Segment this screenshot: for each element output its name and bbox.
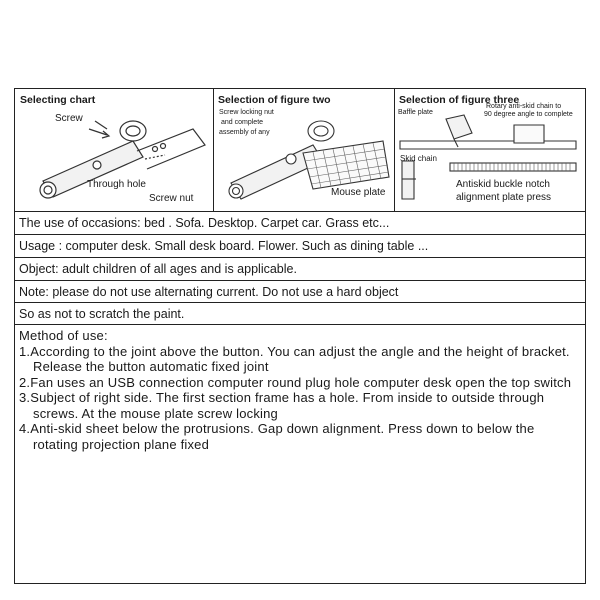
row-note: Note: please do not use alternating current. Do not use a hard object	[15, 281, 585, 303]
figure-title: Selecting chart	[20, 94, 96, 106]
method-item-4: 4.Anti-skid sheet below the protrusions. Gap down alignment. Press down to below the rotating projection plane fixed	[19, 421, 535, 452]
label-rotary-line1: Rotary anti-skid chain to	[486, 103, 562, 110]
figure-selecting-chart	[15, 89, 214, 211]
row-scratch: So as not to scratch the paint.	[15, 303, 585, 325]
row-usage: Usage : computer desk. Small desk board. Flower. Such as dining table ...	[15, 235, 585, 258]
label-rotary-line2: 90 degree angle to complete	[484, 111, 573, 118]
label-note-line1: Screw locking nut	[219, 109, 274, 116]
method-of-use	[15, 325, 585, 455]
label-screw-nut: Screw nut	[149, 193, 194, 204]
label-skid-chain: Skid chain	[400, 154, 437, 163]
label-mouse-plate: Mouse plate	[331, 187, 386, 198]
instruction-sheet	[14, 88, 586, 584]
method-item-2: 2.Fan uses an USB connection computer round plug hole computer desk open the top switch	[19, 374, 572, 390]
label-note-line2: and complete	[221, 119, 264, 126]
method-heading: Method of use:	[19, 328, 108, 343]
row-object: Object: adult children of all ages and is applicable.	[15, 258, 585, 281]
label-notch-line1: Antiskid buckle notch	[456, 179, 550, 190]
method-item-3: 3.Subject of right side. The first section frame has a hole. From inside to outside through screws. At the mouse plate screw locking	[19, 390, 545, 421]
label-notch-line2: alignment plate press	[456, 192, 552, 203]
label-through-hole: Through hole	[87, 179, 146, 190]
row-occasions: The use of occasions: bed . Sofa. Desktop. Carpet car. Grass etc...	[15, 211, 585, 235]
figure-selection-three	[394, 89, 585, 211]
figure-title: Selection of figure two	[218, 94, 331, 106]
method-item-1: 1.According to the joint above the button. You can adjust the angle and the height of bracket. Release the button automatic fixed joint	[19, 343, 570, 374]
label-baffle-plate: Baffle plate	[398, 109, 433, 116]
figure-title: Selection of figure three	[399, 94, 520, 106]
figures-section	[15, 89, 585, 212]
label-note-line3: assembly of any	[219, 129, 270, 136]
figure-selection-two	[213, 89, 395, 211]
label-screw: Screw	[55, 113, 83, 124]
